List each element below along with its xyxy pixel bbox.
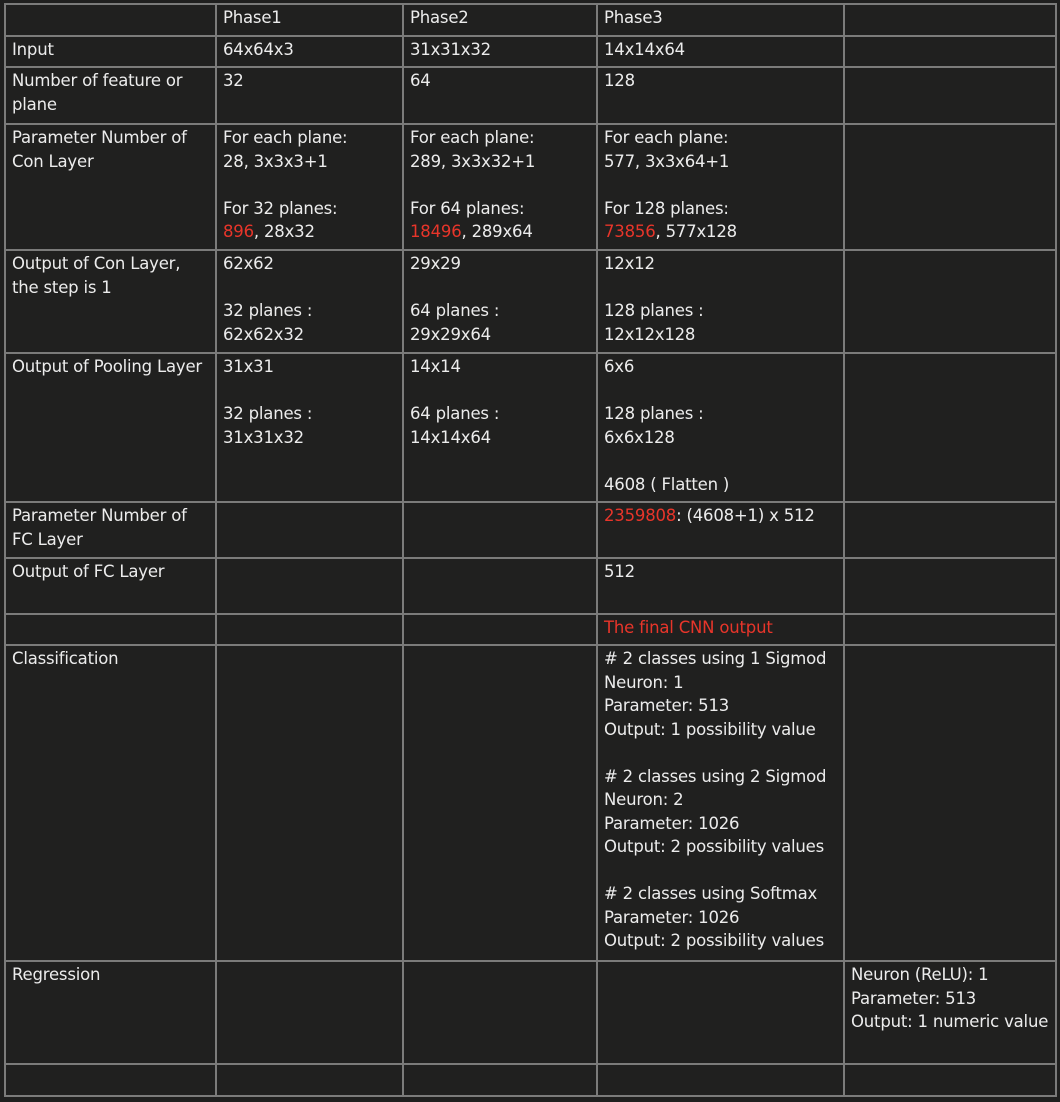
text-line: Neuron (ReLU): 1 (851, 965, 989, 984)
text-line: For each plane: (410, 128, 535, 147)
blank-line (604, 859, 837, 883)
text-line: For 128 planes: (604, 198, 729, 218)
text-line: 128 planes : (604, 301, 704, 320)
header-row (5, 4, 1056, 36)
text-line: 6x6x128 (604, 427, 675, 447)
cnn-parameter-table (4, 3, 1057, 1097)
text-line: For 32 planes: (223, 198, 338, 218)
cell-extra (844, 36, 1056, 67)
cell-extra (844, 124, 1056, 250)
row-label: Parameter Number of FC Layer (5, 502, 216, 558)
text-line: # 2 classes using 1 Sigmod (604, 649, 827, 668)
cell-phase1: 64x64x3 (216, 36, 403, 67)
cell-phase2 (403, 645, 597, 961)
cell-phase1 (216, 1064, 403, 1096)
text-line: For each plane: (604, 128, 729, 147)
text-line: 32 planes : (223, 404, 313, 423)
table-row-conv-output (5, 250, 1056, 353)
cell-phase2: 64 (403, 67, 597, 124)
text-line: 14x14 (410, 357, 461, 376)
table-row-fc-params (5, 502, 1056, 558)
text-line: 31x31x32 (223, 427, 304, 447)
table-row-feature-count (5, 67, 1056, 124)
cell-phase1 (216, 250, 403, 353)
highlight-value: 2359808 (604, 506, 677, 525)
text-line: 577, 3x3x64+1 (604, 151, 730, 171)
cell-phase2: 31x31x32 (403, 36, 597, 67)
text-line: Output: 1 numeric value (851, 1012, 1049, 1031)
text-line: 289, 3x3x32+1 (410, 151, 536, 171)
text-line: # 2 classes using Softmax (604, 884, 818, 903)
row-label: Input (5, 36, 216, 67)
text-line: 62x62x32 (223, 324, 304, 344)
flatten-text: 4608 ( Flatten ) (604, 474, 730, 494)
blank-line (604, 276, 837, 300)
cell-phase2 (403, 250, 597, 353)
table-row-conv-params (5, 124, 1056, 250)
cell-phase1: 32 (216, 67, 403, 124)
table-row-empty (5, 1064, 1056, 1096)
text-line: 12x12x128 (604, 324, 696, 344)
text-line: 29x29x64 (410, 324, 491, 344)
row-label: Regression (5, 961, 216, 1064)
text-line: 31x31 (223, 357, 274, 376)
cell-phase1 (216, 961, 403, 1064)
cell-phase2 (403, 614, 597, 645)
text-line: For each plane: (223, 128, 348, 147)
row-label: Parameter Number of Con Layer (5, 124, 216, 250)
text-line (410, 220, 590, 244)
row-label: Classification (5, 645, 216, 961)
cell-extra (844, 1064, 1056, 1096)
cell-phase3 (597, 250, 844, 353)
blank-line (223, 173, 396, 197)
text-line: # 2 classes using 2 Sigmod (604, 766, 827, 786)
cell-extra (844, 645, 1056, 961)
cell-extra (844, 353, 1056, 502)
final-output-note: The final CNN output (597, 614, 844, 645)
cell-phase2 (403, 502, 597, 558)
cell-phase3 (597, 1064, 844, 1096)
cell-phase3 (597, 961, 844, 1064)
table-row-regression (5, 961, 1056, 1064)
text-rest: , 577x128 (655, 222, 737, 241)
blank-line (223, 276, 396, 300)
text-line (223, 220, 396, 244)
blank-line (604, 379, 837, 403)
text-line: 29x29 (410, 254, 461, 273)
text-rest: : (4608+1) x 512 (676, 506, 815, 525)
table-row-input (5, 36, 1056, 67)
cell-phase2 (403, 353, 597, 502)
text-line: 64 planes : (410, 404, 500, 423)
text-line: 6x6 (604, 357, 635, 376)
text-line: For 64 planes: (410, 198, 525, 218)
text-line: 62x62 (223, 254, 274, 273)
row-label: Output of Pooling Layer (5, 353, 216, 502)
table-row-final-output (5, 614, 1056, 645)
cell-phase1 (216, 502, 403, 558)
text-line: 12x12 (604, 254, 655, 273)
text-line: Neuron: 1 (604, 672, 684, 692)
text-rest: , 28x32 (253, 222, 315, 241)
cell-phase2 (403, 961, 597, 1064)
cell-phase3: 128 (597, 67, 844, 124)
header-phase2: Phase2 (403, 4, 597, 36)
cell-phase1 (216, 558, 403, 614)
cell-phase3 (597, 502, 844, 558)
text-line: 28, 3x3x3+1 (223, 151, 328, 171)
cell-phase1 (216, 645, 403, 961)
cell-phase3 (597, 124, 844, 250)
row-label: Number of feature or plane (5, 67, 216, 124)
header-phase3: Phase3 (597, 4, 844, 36)
cell-phase3: 14x14x64 (597, 36, 844, 67)
row-label: Output of FC Layer (5, 558, 216, 614)
header-phase1: Phase1 (216, 4, 403, 36)
row-label: Output of Con Layer, the step is 1 (5, 250, 216, 353)
cell-phase2 (403, 558, 597, 614)
cell-extra (844, 250, 1056, 353)
text-rest: , 289x64 (461, 222, 533, 241)
blank-line (604, 449, 837, 473)
cell-phase3 (597, 353, 844, 502)
header-cell-extra (844, 4, 1056, 36)
text-line: Output: 2 possibility values (604, 931, 824, 950)
text-line: Output: 1 possibility value (604, 719, 816, 739)
cell-phase2 (403, 124, 597, 250)
text-line: Parameter: 1026 (604, 813, 740, 833)
header-cell-empty (5, 4, 216, 36)
cell-extra (844, 961, 1056, 1064)
cell-phase1 (216, 614, 403, 645)
cell-phase3 (597, 645, 844, 961)
text-line: Output: 2 possibility values (604, 837, 824, 856)
cell-extra (844, 502, 1056, 558)
text-line: 32 planes : (223, 301, 313, 320)
text-line: Neuron: 2 (604, 790, 684, 809)
table-row-fc-output (5, 558, 1056, 614)
table-row-classification (5, 645, 1056, 961)
blank-line (410, 379, 590, 403)
blank-line (604, 741, 837, 765)
text-line: 128 planes : (604, 404, 704, 423)
cell-extra (844, 614, 1056, 645)
text-line: 64 planes : (410, 301, 500, 320)
row-label (5, 614, 216, 645)
table-row-pooling-output (5, 353, 1056, 502)
text-line: 14x14x64 (410, 427, 491, 447)
cell-extra (844, 558, 1056, 614)
text-line (604, 220, 837, 244)
blank-line (604, 173, 837, 197)
cell-phase1 (216, 353, 403, 502)
cell-phase1 (216, 124, 403, 250)
text-line: Parameter: 513 (604, 696, 730, 715)
row-label (5, 1064, 216, 1096)
blank-line (223, 379, 396, 403)
blank-line (410, 173, 590, 197)
text-line: Parameter: 513 (851, 988, 977, 1008)
cell-extra (844, 67, 1056, 124)
highlight-value: 18496 (410, 222, 462, 241)
text-line: Parameter: 1026 (604, 907, 740, 927)
cell-phase2 (403, 1064, 597, 1096)
cell-phase3: 512 (597, 558, 844, 614)
highlight-value: 896 (223, 222, 254, 241)
highlight-value: 73856 (604, 222, 656, 241)
blank-line (410, 276, 590, 300)
